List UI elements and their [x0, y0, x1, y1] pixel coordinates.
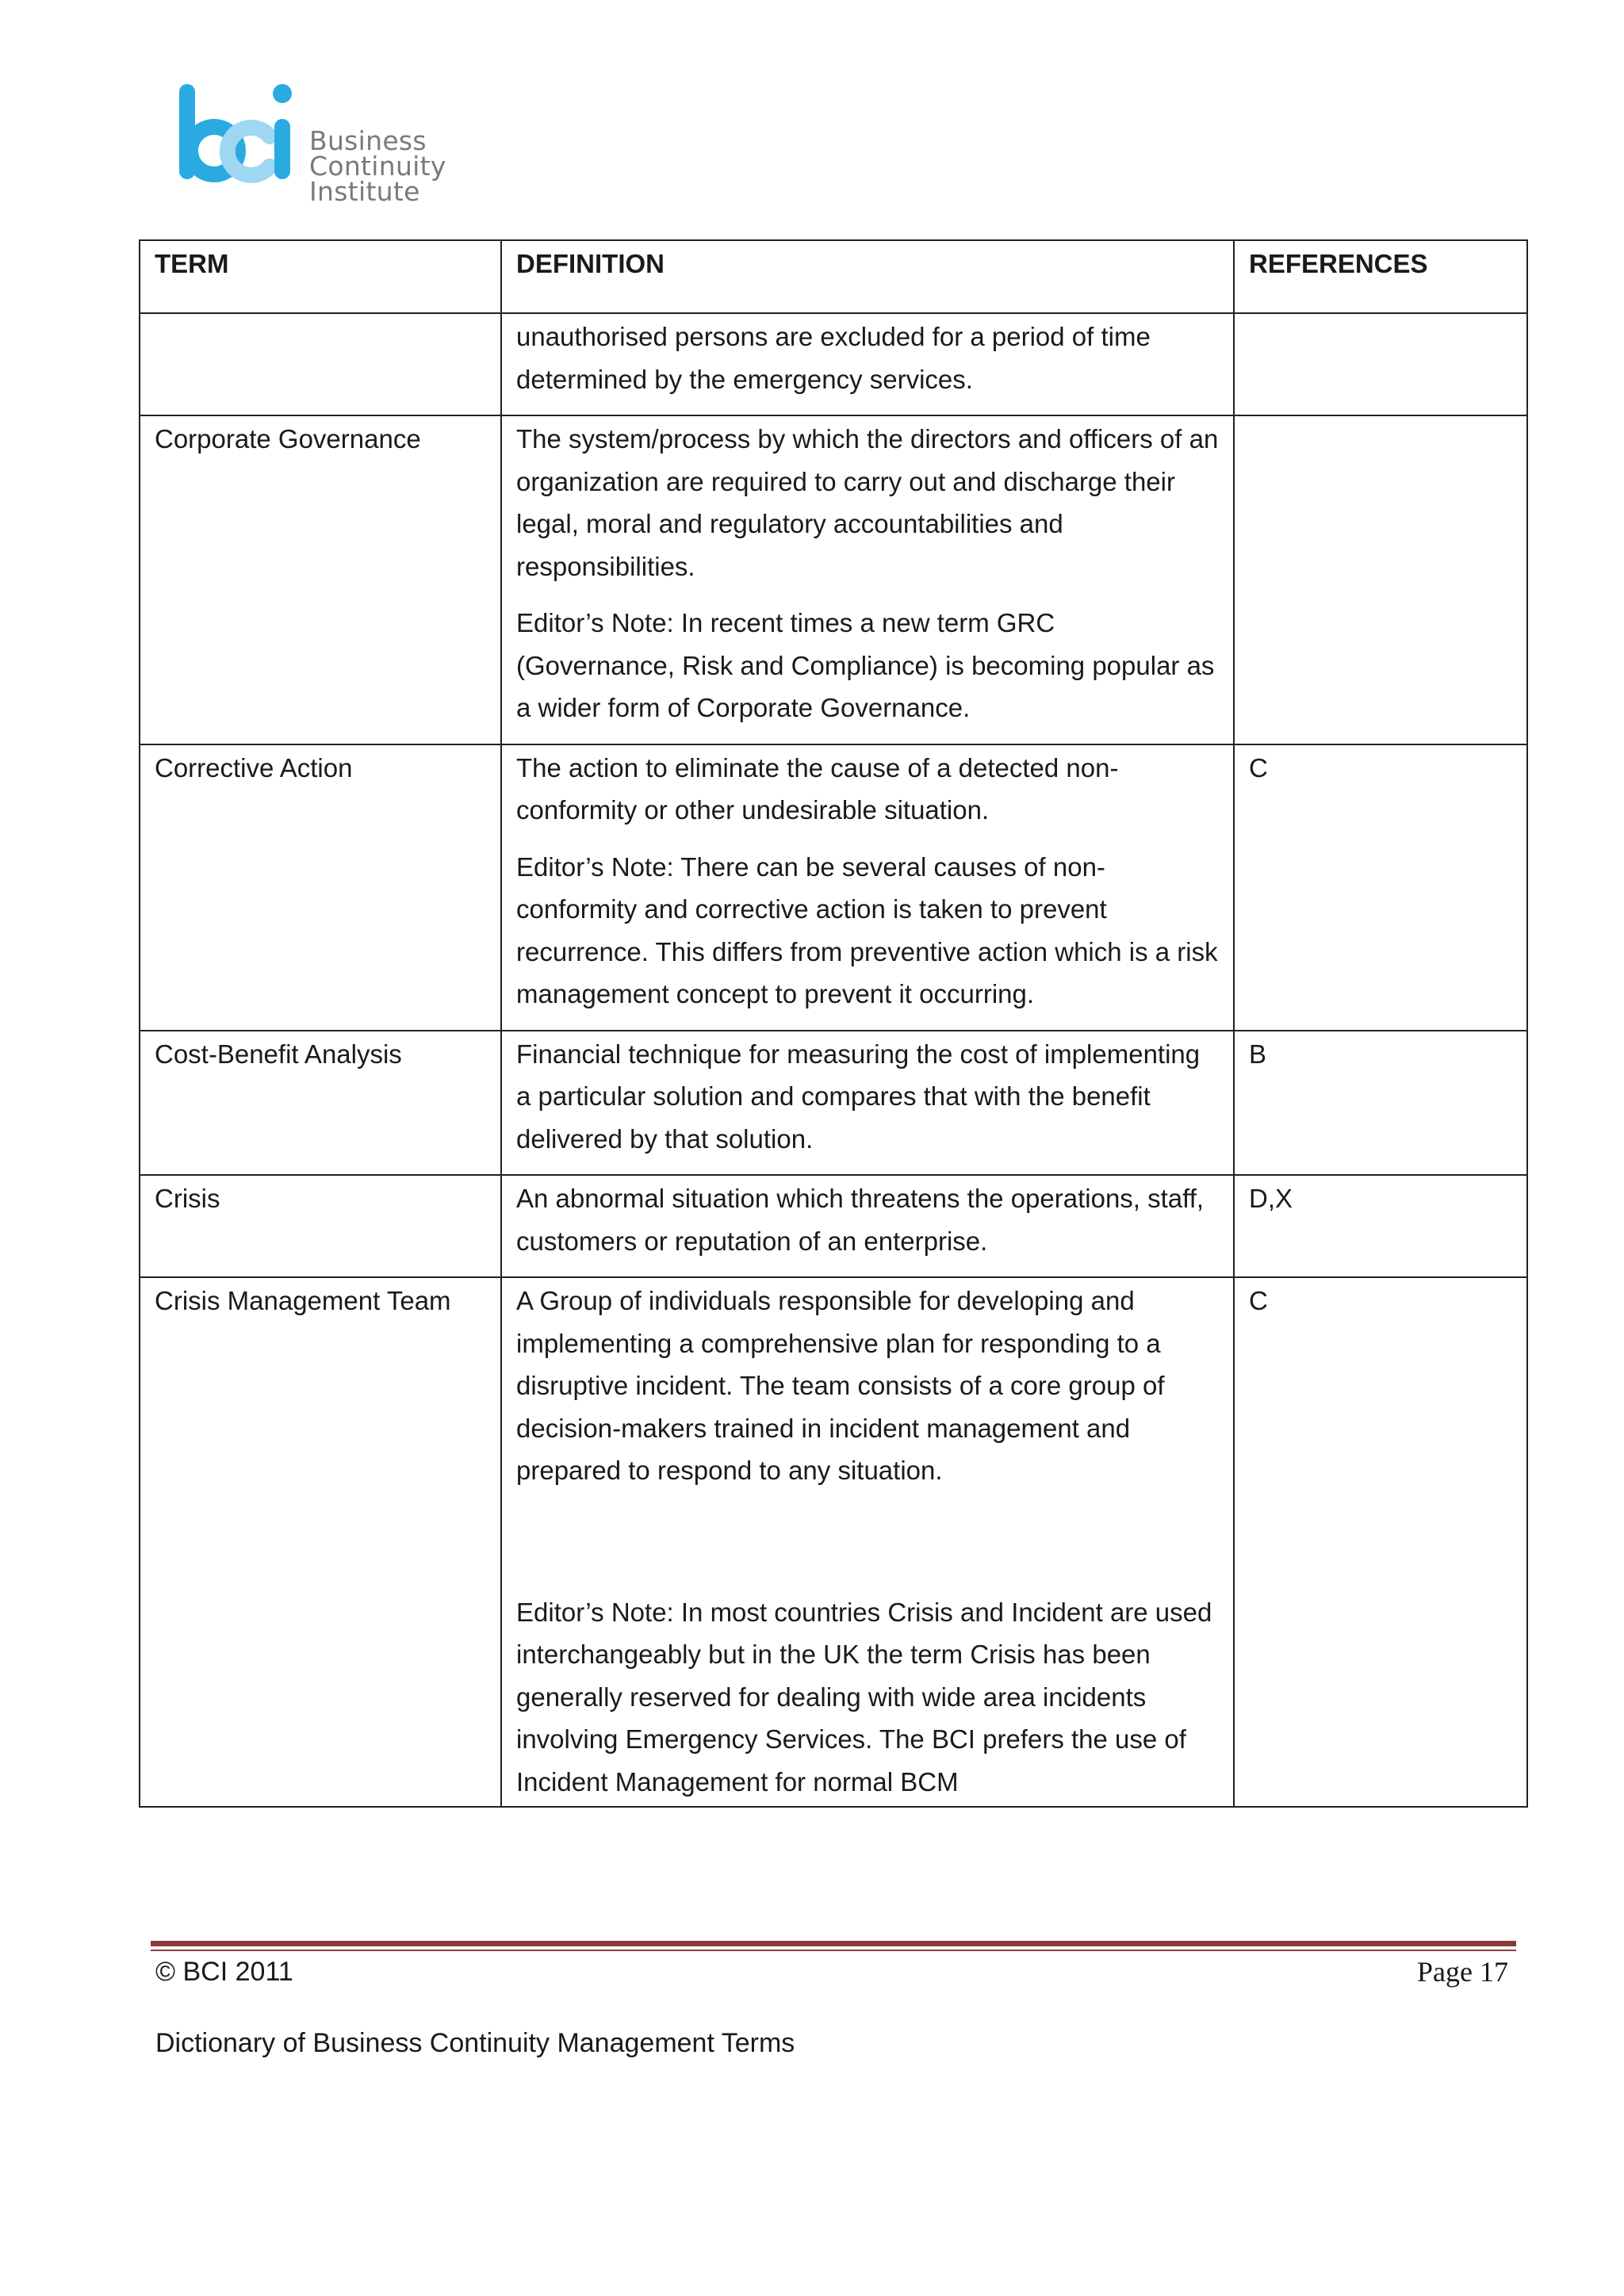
editors-note: Editor’s Note: In recent times a new term GRC (Governance, Risk and Compliance) is becoming popular as a wider form of Corporate Governance.	[516, 608, 1215, 722]
references-cell: C	[1234, 1277, 1527, 1807]
definition-text: A Group of individuals responsible for developing and implementing a comprehensive plan for responding to a disruptive incident. The team consists of a core group of decision-makers trained in incident management and prepared to respond to any situation.	[516, 1286, 1165, 1485]
term-cell: Crisis Management Team	[140, 1277, 501, 1807]
references-cell: B	[1234, 1031, 1527, 1176]
editors-note: Editor’s Note: There can be several causes of non-conformity and corrective action is taken to prevent recurrence. This differs from preventive action which is a risk management concept to prevent it occurring.	[516, 851, 1218, 1008]
footer-rule	[151, 1941, 1516, 1946]
references-cell	[1234, 313, 1527, 415]
definition-text: unauthorised persons are excluded for a period of time determined by the emergency services.	[516, 322, 1151, 394]
logo-text-line1: Business Continuity	[309, 125, 446, 182]
definition-text: An abnormal situation which threatens the operations, staff, customers or reputation of an enterprise.	[516, 1184, 1205, 1256]
table-row	[140, 1175, 1527, 1277]
footer-rule-thin	[151, 1950, 1516, 1951]
page-number: Page 17	[1417, 1956, 1508, 1988]
bci-logo	[176, 82, 557, 207]
definition-text: The action to eliminate the cause of a detected non-conformity or other undesirable situation.	[516, 752, 1119, 825]
term-cell	[140, 313, 501, 415]
logo-text	[309, 125, 557, 207]
editors-note: Editor’s Note: In most countries Crisis and Incident are used interchangeably but in the UK the term Crisis has been generally reserved for dealing with wide area incidents involving Emergency Services. The BCI prefers the use of Incident Management for normal BCM	[516, 1597, 1212, 1797]
table-row	[140, 744, 1527, 1031]
references-cell: D,X	[1234, 1175, 1527, 1277]
definition-text: The system/process by which the directors and officers of an organization are required to carry out and discharge their legal, moral and regulatory accountabilities and responsibilities.	[516, 424, 1219, 581]
term-cell: Corrective Action	[140, 744, 501, 1031]
definition-text: Financial technique for measuring the cost of implementing a particular solution and compares that with the benefit delivered by that solution.	[516, 1039, 1201, 1154]
terms-table	[139, 239, 1528, 1808]
definition-cell	[501, 744, 1234, 1031]
table-row	[140, 1031, 1527, 1176]
column-header-definition: DEFINITION	[501, 240, 1234, 313]
definition-cell	[501, 1175, 1234, 1277]
references-cell	[1234, 415, 1527, 744]
definition-cell	[501, 1277, 1234, 1807]
table-row	[140, 313, 1527, 415]
term-cell: Crisis	[140, 1175, 501, 1277]
definition-cell	[501, 415, 1234, 744]
definition-cell	[501, 1031, 1234, 1176]
bci-logo-mark	[176, 82, 303, 186]
table-row	[140, 1277, 1527, 1807]
term-cell: Corporate Governance	[140, 415, 501, 744]
table-row	[140, 415, 1527, 744]
term-cell: Cost-Benefit Analysis	[140, 1031, 501, 1176]
column-header-references: REFERENCES	[1234, 240, 1527, 313]
footer-copyright: © BCI 2011	[155, 1957, 293, 1987]
references-cell: C	[1234, 744, 1527, 1031]
logo-text-line2: Institute	[309, 176, 420, 207]
table-header-row	[140, 240, 1527, 313]
document-title: Dictionary of Business Continuity Management Terms	[155, 2028, 795, 2058]
column-header-term: TERM	[140, 240, 501, 313]
definition-cell	[501, 313, 1234, 415]
